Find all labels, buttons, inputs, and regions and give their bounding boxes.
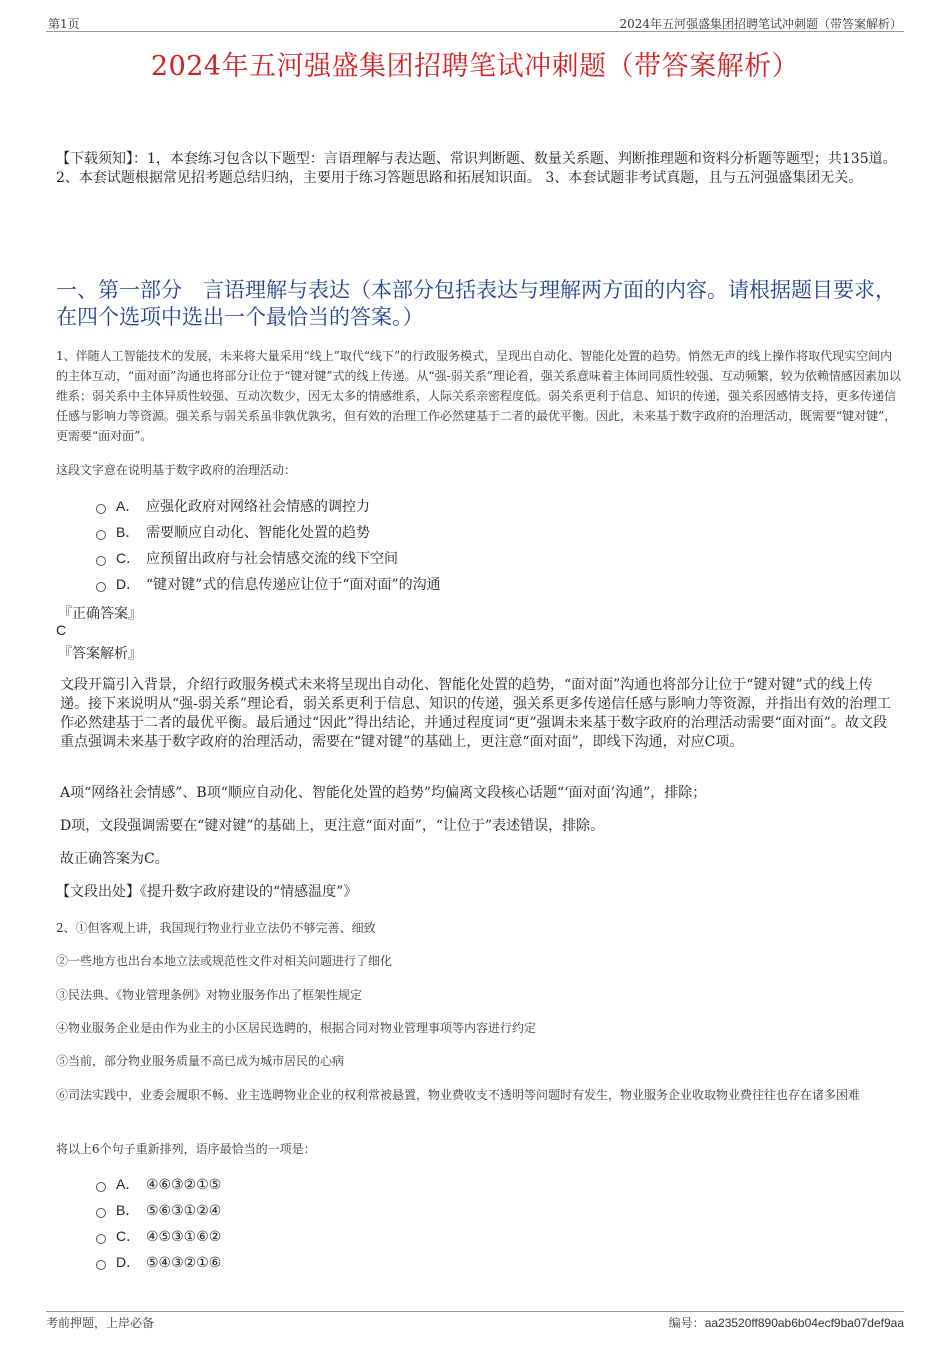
analysis-conclusion: 故正确答案为C。 xyxy=(60,851,169,867)
footer-code-value: aa23520ff890ab6b04ecf9ba07def9aa xyxy=(704,1316,904,1330)
page-number: 第1页 xyxy=(48,17,80,31)
q2-option-d[interactable]: D． ⑤④③②①⑥ xyxy=(96,1252,221,1272)
q2-option-a[interactable]: A． ④⑥③②①⑤ xyxy=(96,1174,221,1194)
q2-sentence-3: ③民法典、《物业管理条例》对物业服务作出了框架性规定 xyxy=(56,988,363,1002)
q2-stem: 将以上6个句子重新排列，语序最恰当的一项是： xyxy=(56,1142,316,1156)
analysis-paragraph-2: A项“网络社会情感”、B项“顺应自动化、智能化处置的趋势”均偏离文段核心话题“‘面对面’沟通”，排除； xyxy=(60,785,707,801)
q2-sentence-2: ②一些地方也出台本地立法或规范性文件对相关问题进行了细化 xyxy=(56,954,393,968)
q2-sentence-6: ⑥司法实践中，业委会履职不畅、业主选聘物业企业的权利常被悬置，物业费收支不透明等问题时有发生，物业服务企业收取物业费往往也存在诸多困难 xyxy=(56,1088,861,1102)
footer-divider xyxy=(46,1311,904,1312)
footer-code-label: 编号： xyxy=(668,1316,705,1330)
radio-icon[interactable] xyxy=(96,504,106,514)
correct-answer-value: C xyxy=(56,622,67,638)
analysis-paragraph-1: 文段开篇引入背景，介绍行政服务模式未来将呈现出自动化、智能化处置的趋势，“面对面”沟通也将部分让位于“键对键”式的线上传递。接下来说明从“强-弱关系”理论看，弱关系更利于信息、知识的传递，强关系更多传递信任感与影响力等资源，并指出有效的治理工作必然建基于二者的最优平衡。最后通过“因此”得出结论，并通过程度词“更”强调未来基于数字政府的治理活动需要“面对面”。故文段重点强调未来基于数字政府的治理活动，需要在“键对键”的基础上，更注意“面对面”，即线下沟通，对应C项。 xyxy=(60,677,892,750)
page-header xyxy=(46,13,904,32)
radio-icon[interactable] xyxy=(96,530,106,540)
q2-sentence-5: ⑤当前，部分物业服务质量不高已成为城市居民的心病 xyxy=(56,1054,345,1068)
page-title: 2024年五河强盛集团招聘笔试冲刺题（带答案解析） xyxy=(150,51,800,82)
passage-source: 【文段出处】《提升数字政府建设的“情感温度”》 xyxy=(56,884,358,900)
q2-sentence-4: ④物业服务企业是由作为业主的小区居民选聘的，根据合同对物业管理事项等内容进行约定 xyxy=(56,1021,537,1035)
footer-slogan: 考前押题，上岸必备 xyxy=(46,1316,155,1330)
q1-stem: 这段文字意在说明基于数字政府的治理活动： xyxy=(56,463,297,477)
radio-icon[interactable] xyxy=(96,1208,106,1218)
q2-option-c[interactable]: C． ④⑤③①⑥② xyxy=(96,1226,221,1246)
q2-sentence-1: 2、①但客观上讲，我国现行物业行业立法仍不够完善、细致 xyxy=(56,921,376,935)
section-heading: 一、第一部分 言语理解与表达（本部分包括表达与理解两方面的内容。请根据题目要求，在四个选项中选出一个最恰当的答案。） xyxy=(56,278,896,329)
footer-code xyxy=(669,1314,904,1331)
radio-icon[interactable] xyxy=(96,1260,106,1270)
download-notice: 【下载须知】：1，本套练习包含以下题型：言语理解与表达题、常识判断题、数量关系题、判断推理题和资料分析题等题型；共135道。 2、本套试题根据常见招考题总结归纳，主要用于练习答题思路和拓展知识面。 3、本套试题非考试真题，且与五河强盛集团无关。 xyxy=(56,151,897,186)
q2-option-b[interactable]: B． ⑤⑥③①②④ xyxy=(96,1200,221,1220)
header-doc-title: 2024年五河强盛集团招聘笔试冲刺题（带答案解析） xyxy=(619,17,902,31)
q1-passage: 1、伴随人工智能技术的发展，未来将大量采用“线上”取代“线下”的行政服务模式，呈现出自动化、智能化处置的趋势。悄然无声的线上操作将取代现实空间内的主体互动，“面对面”沟通也将部分让位于“键对键”式的线上传递。从“强-弱关系”理论看，强关系意味着主体间同质性较强、互动频繁，较为依赖情感因素加以维系；弱关系中主体异质性较强、互动次数少，因无太多的情感维系，人际关系亲密程度低。弱关系更利于信息、知识的传递，强关系因感情支持，更多传递信任感与影响力等资源。强关系与弱关系虽非孰优孰劣，但有效的治理工作必然建基于二者的最优平衡。因此，未来基于数字政府的治理活动，既需要“键对键”，更需要“面对面”。 xyxy=(56,349,901,443)
q1-option-a[interactable]: A． 应强化政府对网络社会情感的调控力 xyxy=(96,496,370,516)
correct-answer-label: 『正确答案』 xyxy=(58,606,142,622)
radio-icon[interactable] xyxy=(96,1234,106,1244)
q1-option-b[interactable]: B． 需要顺应自动化、智能化处置的趋势 xyxy=(96,522,370,542)
radio-icon[interactable] xyxy=(96,1182,106,1192)
analysis-label: 『答案解析』 xyxy=(58,646,142,662)
q1-option-c[interactable]: C． 应预留出政府与社会情感交流的线下空间 xyxy=(96,548,398,568)
radio-icon[interactable] xyxy=(96,556,106,566)
analysis-paragraph-3: D项，文段强调需要在“键对键”的基础上，更注意“面对面”，“让位于”表述错误，排除。 xyxy=(60,818,605,834)
radio-icon[interactable] xyxy=(96,582,106,592)
q1-option-d[interactable]: D． “键对键”式的信息传递应让位于“面对面”的沟通 xyxy=(96,574,441,594)
